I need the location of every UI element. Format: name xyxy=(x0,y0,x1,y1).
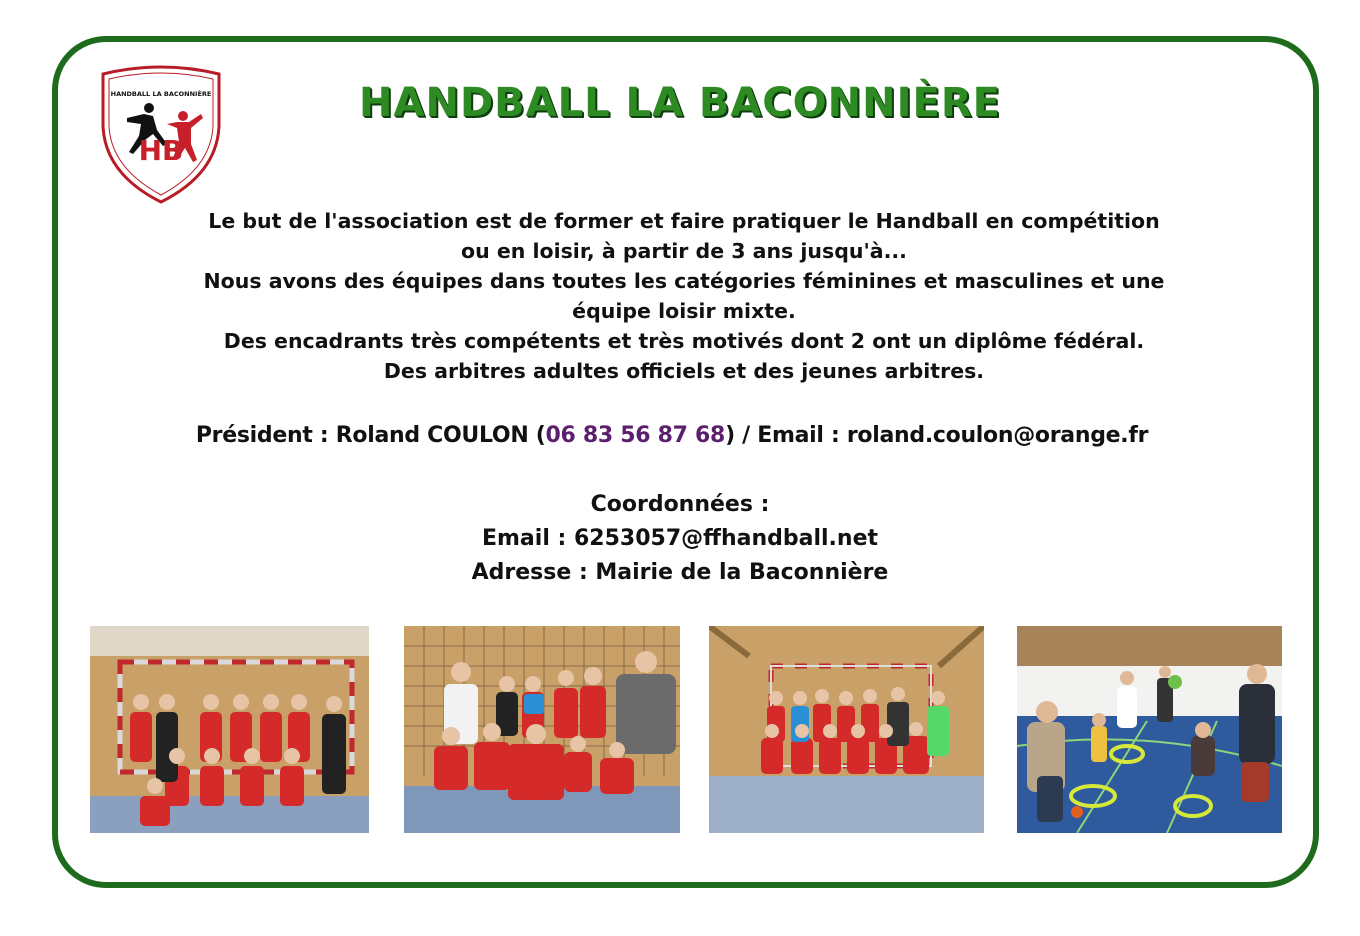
president-label: Président : Roland COULON ( xyxy=(195,423,546,448)
team-photo-kneeling xyxy=(709,626,984,833)
president-email: ) / Email : roland.coulon@orange.fr xyxy=(725,423,1149,448)
description-line: Nous avons des équipes dans toutes les catégories féminines et masculines et une xyxy=(203,269,1165,293)
description-line: ou en loisir, à partir de 3 ans jusqu'à... xyxy=(461,239,907,263)
description-line: Le but de l'association est de former et faire pratiquer le Handball en compétition xyxy=(208,209,1160,233)
description-line: Des encadrants très compétents et très motivés dont 2 ont un diplôme fédéral. xyxy=(223,329,1145,353)
team-photo-girls xyxy=(90,626,369,833)
contact-heading: Coordonnées : xyxy=(590,492,770,517)
contact-block xyxy=(380,488,980,590)
team-photo-boys xyxy=(404,626,680,833)
president-phone-link[interactable]: 06 83 56 87 68 xyxy=(545,423,726,448)
club-logo xyxy=(97,64,225,206)
contact-address: Adresse : Mairie de la Baconnière xyxy=(471,560,889,585)
logo-arc-text: HANDBALL LA BACONNIÈRE xyxy=(110,90,212,98)
president-info xyxy=(120,420,1224,452)
association-description xyxy=(150,206,1218,386)
logo-monogram: HB xyxy=(138,134,184,167)
description-line: équipe loisir mixte. xyxy=(572,299,796,323)
description-line: Des arbitres adultes officiels et des jeunes arbitres. xyxy=(383,359,985,383)
contact-email: Email : 6253057@ffhandball.net xyxy=(481,526,879,551)
baby-hand-session xyxy=(1017,626,1282,833)
page-title: HANDBALL LA BACONNIÈRE xyxy=(359,80,1001,126)
